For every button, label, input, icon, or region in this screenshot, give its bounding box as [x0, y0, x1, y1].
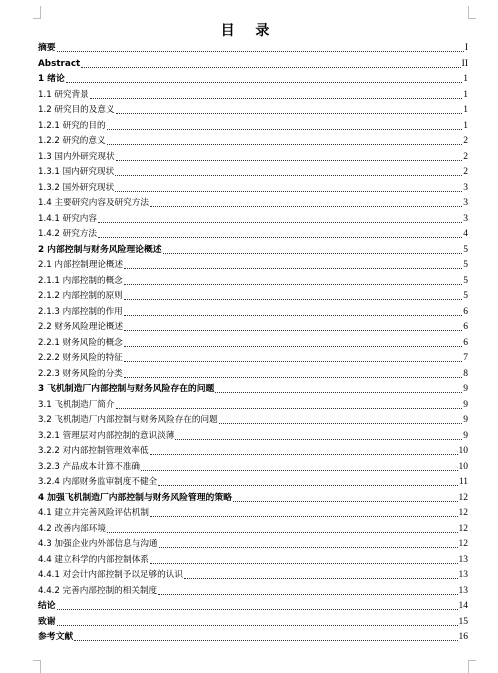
toc-entry-page-number: 3 [463, 213, 468, 224]
toc-dot-leader [124, 351, 462, 362]
toc-dot-leader [150, 553, 458, 564]
toc-entry[interactable] [38, 289, 468, 305]
toc-entry-label: 4 加强飞机制造厂内部控制与财务风险管理的策略 [38, 492, 232, 503]
toc-entry[interactable] [38, 491, 468, 507]
toc-entry-page-number: 13 [458, 585, 468, 596]
toc-entry-label: 1.4.1 研究内容 [38, 213, 97, 224]
toc-dot-leader [158, 584, 457, 595]
toc-dot-leader [90, 88, 462, 99]
toc-entry-label: 3.2.3 产品成本计算不准确 [38, 461, 140, 472]
toc-entry[interactable] [38, 196, 468, 212]
toc-entry-label: 2.2 财务风险理论概述 [38, 322, 124, 332]
toc-dot-leader [124, 289, 462, 300]
toc-entry-label: 4.4 建立科学的内部控制体系 [38, 554, 149, 565]
toc-entry[interactable] [38, 336, 468, 352]
toc-dot-leader [57, 615, 458, 626]
toc-dot-leader [158, 475, 458, 486]
toc-entry[interactable] [38, 258, 468, 274]
toc-entry[interactable] [38, 398, 468, 414]
toc-entry-label: 1.2.2 研究的意义 [38, 136, 106, 146]
toc-entry-label: 2 内部控制与财务风险理论概述 [38, 244, 162, 255]
toc-entry[interactable] [38, 274, 468, 290]
toc-entry-page-number: I [464, 43, 468, 53]
toc-entry[interactable] [38, 150, 468, 166]
toc-entry-label: 4.1 建立并完善风险评估机制 [38, 508, 149, 518]
toc-entry-page-number: 15 [458, 616, 468, 627]
toc-entry-page-number: 12 [458, 508, 468, 518]
toc-entry-label: 4.3 加强企业内外部信息与沟通 [38, 539, 158, 549]
toc-entry-page-number: 5 [463, 291, 468, 301]
toc-entry-label: 2.2.3 财务风险的分类 [38, 368, 123, 379]
toc-entry-label: 致谢 [38, 616, 56, 627]
toc-entry[interactable] [38, 475, 468, 491]
toc-entry-label: 1.1 研究背景 [38, 89, 89, 100]
toc-dot-leader [107, 119, 463, 130]
toc-entry-page-number: 10 [458, 446, 468, 456]
toc-entry-label: 1.4.2 研究方法 [38, 229, 97, 239]
toc-dot-leader [81, 57, 460, 68]
toc-entry-page-number: 2 [463, 136, 468, 146]
toc-dot-leader [184, 568, 458, 579]
toc-entry[interactable] [38, 553, 468, 569]
toc-entry-label: 1.4 主要研究内容及研究方法 [38, 198, 149, 208]
toc-entry[interactable] [38, 537, 468, 553]
toc-entry[interactable] [38, 119, 468, 135]
toc-dot-leader [115, 181, 462, 192]
toc-dot-leader [219, 413, 463, 424]
toc-dot-leader [175, 429, 462, 440]
toc-entry[interactable] [38, 57, 468, 73]
toc-entry-page-number: 1 [463, 74, 468, 84]
toc-dot-leader [163, 243, 463, 254]
toc-entry[interactable] [38, 506, 468, 522]
toc-entry[interactable] [38, 382, 468, 398]
toc-dot-leader [124, 258, 462, 269]
toc-dot-leader [124, 367, 462, 378]
toc-entry-label: 摘要 [38, 43, 56, 53]
page-corner-mark [33, 660, 41, 673]
toc-entry-label: 1 绪论 [38, 74, 65, 84]
toc-entry-label: 2.1.3 内部控制的作用 [38, 306, 123, 317]
toc-entry[interactable] [38, 460, 468, 476]
toc-entry-label: 1.3.2 国外研究现状 [38, 182, 115, 193]
toc-dot-leader [159, 537, 458, 548]
toc-entry[interactable] [38, 522, 468, 538]
toc-entry-page-number: 9 [463, 415, 468, 425]
toc-entry-page-number: 1 [463, 120, 468, 131]
toc-dot-leader [66, 72, 462, 83]
toc-entry-label: 参考文献 [38, 632, 74, 642]
toc-entry[interactable] [38, 165, 468, 181]
toc-dot-leader [150, 444, 458, 455]
toc-entry-page-number: 6 [463, 306, 468, 317]
toc-entry-page-number: 6 [463, 337, 468, 348]
toc-dot-leader [107, 134, 463, 145]
toc-entry-label: 1.3.1 国内研究现状 [38, 167, 115, 177]
toc-entry[interactable] [38, 72, 468, 88]
toc-entry-label: 3.2.4 内部财务监审制度不健全 [38, 477, 158, 487]
toc-entry-page-number: 9 [463, 399, 468, 410]
toc-entry[interactable] [38, 88, 468, 104]
toc-dot-leader [124, 305, 462, 316]
toc-entry-page-number: 1 [463, 105, 468, 115]
toc-entry-label: 3.2 飞机制造厂内部控制与财务风险存在的问题 [38, 415, 218, 425]
toc-entry-page-number: 11 [458, 477, 468, 487]
toc-entry[interactable] [38, 429, 468, 445]
toc-entry-label: 3 飞机制造厂内部控制与财务风险存在的问题 [38, 384, 215, 394]
toc-entry-page-number: 2 [463, 151, 468, 162]
toc-entry[interactable] [38, 599, 468, 615]
toc-entry[interactable] [38, 243, 468, 259]
toc-entry-label: 3.1 飞机制造厂简介 [38, 399, 115, 410]
toc-entry[interactable] [38, 227, 468, 243]
toc-entry-page-number: 3 [463, 198, 468, 208]
toc-entry-page-number: II [461, 58, 468, 69]
toc-dot-leader [116, 103, 463, 114]
toc-entry-page-number: 7 [463, 353, 468, 363]
toc-dot-leader [116, 150, 463, 161]
toc-dot-leader [124, 274, 462, 285]
toc-entry-label: 1.2.1 研究的目的 [38, 120, 106, 131]
toc-dot-leader [141, 460, 458, 471]
toc-entry-page-number: 5 [463, 244, 468, 255]
toc-dot-leader [215, 382, 462, 393]
toc-entry-page-number: 12 [458, 539, 468, 549]
toc-entry-label: 3.2.2 对内部控制管理效率低 [38, 446, 149, 456]
toc-entry-page-number: 13 [458, 570, 468, 580]
toc-entry-page-number: 5 [463, 260, 468, 270]
toc-entry-label: 4.4.2 完善内部控制的相关制度 [38, 585, 158, 596]
toc-entry-page-number: 9 [463, 384, 468, 394]
toc-dot-leader [57, 599, 458, 610]
toc-entry-label: 4.4.1 对会计内部控制予以足够的认识 [38, 570, 183, 580]
toc-entry[interactable] [38, 351, 468, 367]
toc-entry-label: 2.1.1 内部控制的概念 [38, 275, 123, 286]
toc-dot-leader [233, 491, 458, 502]
toc-dot-leader [150, 196, 462, 207]
toc-entry[interactable] [38, 181, 468, 197]
toc-entry-page-number: 5 [463, 275, 468, 286]
toc-entry[interactable] [38, 630, 468, 646]
toc-entry-page-number: 6 [463, 322, 468, 332]
toc-entry-page-number: 4 [463, 229, 468, 239]
toc-dot-leader [98, 227, 462, 238]
toc-entry-label: 2.1.2 内部控制的原则 [38, 291, 123, 301]
toc-entry[interactable] [38, 584, 468, 600]
toc-dot-leader [107, 522, 458, 533]
toc-entry[interactable] [38, 103, 468, 119]
toc-entry-label: 结论 [38, 601, 56, 611]
toc-entry-page-number: 3 [463, 182, 468, 193]
toc-entry-page-number: 9 [463, 430, 468, 441]
toc-entry-label: 2.2.1 财务风险的概念 [38, 337, 123, 348]
toc-entry-label: 1.2 研究目的及意义 [38, 105, 115, 115]
toc-entry[interactable] [38, 444, 468, 460]
toc-entry-page-number: 13 [458, 554, 468, 565]
page-corner-mark [468, 6, 476, 19]
toc-entry[interactable] [38, 615, 468, 631]
toc-entry-page-number: 2 [463, 167, 468, 177]
toc-entry-label: Abstract [38, 58, 81, 69]
page-corner-mark [33, 6, 41, 19]
toc-entry[interactable] [38, 212, 468, 228]
toc-dot-leader [98, 212, 462, 223]
toc-entry-label: 2.2.2 财务风险的特征 [38, 353, 123, 363]
toc-dot-leader [116, 398, 463, 409]
toc-entry-page-number: 12 [458, 492, 468, 503]
toc-dot-leader [150, 506, 458, 517]
toc-entry-label: 4.2 改善内部环境 [38, 523, 106, 534]
toc-dot-leader [74, 630, 457, 641]
toc-entry-page-number: 12 [458, 523, 468, 534]
toc-entry-page-number: 8 [463, 368, 468, 379]
toc-entry-page-number: 1 [463, 89, 468, 100]
toc-entry[interactable] [38, 305, 468, 321]
toc-entry[interactable] [38, 134, 468, 150]
toc-entry[interactable] [38, 320, 468, 336]
toc-entry-label: 1.3 国内外研究现状 [38, 151, 115, 162]
toc-dot-leader [57, 41, 464, 52]
toc-dot-leader [124, 320, 462, 331]
toc-dot-leader [115, 165, 462, 176]
toc-entry[interactable] [38, 413, 468, 429]
toc-entry[interactable] [38, 568, 468, 584]
toc-entry-label: 2.1 内部控制理论概述 [38, 260, 124, 270]
toc-entry[interactable] [38, 41, 468, 57]
page-corner-mark [468, 660, 476, 673]
toc-entry-label: 3.2.1 管理层对内部控制的意识淡薄 [38, 430, 175, 441]
toc-entry-page-number: 10 [458, 461, 468, 472]
toc-dot-leader [124, 336, 462, 347]
toc-entry[interactable] [38, 367, 468, 383]
toc-entry-page-number: 14 [458, 601, 468, 611]
toc-title: 目 录 [220, 23, 278, 39]
toc-entry-page-number: 16 [458, 632, 468, 642]
table-of-contents [38, 41, 468, 646]
